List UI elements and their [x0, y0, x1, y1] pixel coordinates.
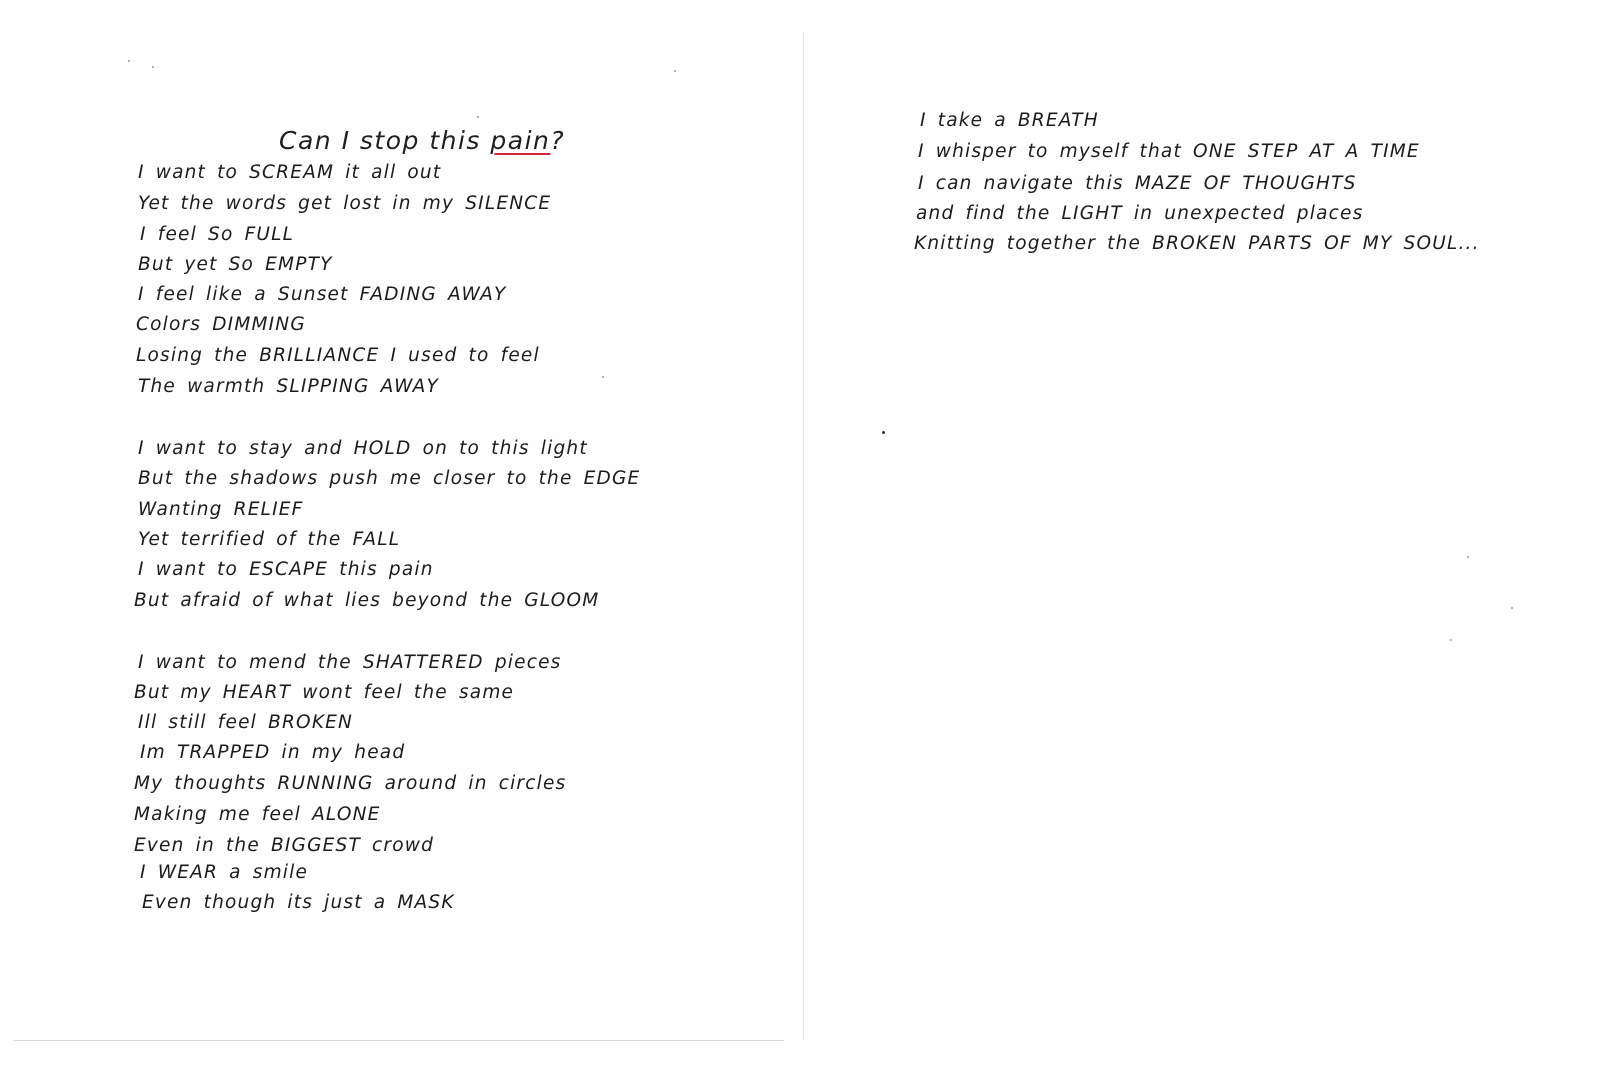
poem-line: Colors DIMMING: [136, 314, 306, 335]
poem-line: I WEAR a smile: [140, 862, 309, 883]
poem-line: I want to ESCAPE this pain: [138, 559, 434, 580]
paper-speck: [1450, 639, 1452, 641]
poem-line: Losing the BRILLIANCE I used to feel: [136, 345, 540, 366]
poem-line: I feel So FULL: [140, 224, 295, 245]
poem-line: I feel like a Sunset FADING AWAY: [138, 284, 507, 305]
poem-line: I want to mend the SHATTERED pieces: [138, 652, 562, 673]
poem-line: Im TRAPPED in my head: [140, 742, 406, 763]
poem-line: Making me feel ALONE: [134, 804, 381, 825]
title-question-mark: ?: [550, 126, 566, 155]
poem-line: My thoughts RUNNING around in circles: [134, 773, 567, 794]
poem-line: I whisper to myself that ONE STEP AT A TIME: [918, 141, 1420, 162]
poem-line: Ill still feel BROKEN: [138, 712, 354, 733]
poem-line: and find the LIGHT in unexpected places: [916, 203, 1364, 224]
poem-line: Even in the BIGGEST crowd: [134, 835, 435, 856]
paper-speck: [1511, 607, 1513, 609]
title-text: Can I stop this: [279, 126, 491, 155]
paper-speck: [882, 431, 885, 434]
poem-line: The warmth SLIPPING AWAY: [138, 376, 440, 397]
poem-line: But the shadows push me closer to the EDGE: [138, 468, 641, 489]
poem-title: [279, 126, 565, 155]
poem-line: Wanting RELIEF: [138, 499, 304, 520]
paper-speck: [152, 66, 154, 68]
title-underlined-word: pain: [490, 126, 551, 155]
paper-speck: [477, 116, 479, 118]
poem-line: Yet terrified of the FALL: [138, 529, 401, 550]
poem-line: But yet So EMPTY: [138, 254, 333, 275]
paper-speck: [602, 376, 604, 378]
poem-line: I take a BREATH: [920, 110, 1099, 131]
paper-speck: [128, 60, 130, 62]
poem-line: I want to SCREAM it all out: [138, 162, 442, 183]
poem-page-left: [14, 32, 784, 1041]
paper-speck: [674, 70, 676, 72]
poem-line: Knitting together the BROKEN PARTS OF MY SOUL...: [914, 233, 1480, 254]
poem-line: Even though its just a MASK: [142, 892, 455, 913]
poem-line: But my HEART wont feel the same: [134, 682, 515, 703]
poem-line: I want to stay and HOLD on to this light: [138, 438, 588, 459]
paper-speck: [1467, 556, 1469, 558]
poem-page-right: [803, 32, 1594, 1040]
poem-line: But afraid of what lies beyond the GLOOM: [134, 590, 600, 611]
poem-line: I can navigate this MAZE OF THOUGHTS: [918, 173, 1357, 194]
poem-line: Yet the words get lost in my SILENCE: [138, 193, 552, 214]
